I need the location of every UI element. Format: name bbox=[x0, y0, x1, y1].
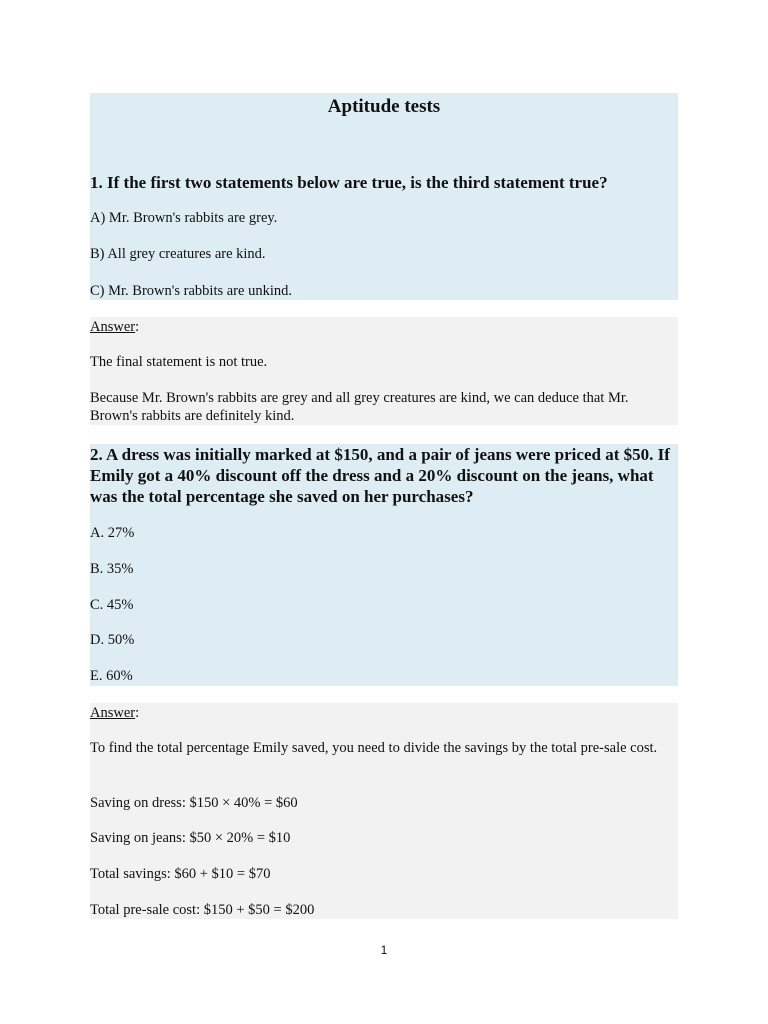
question-1-statement-a: A) Mr. Brown's rabbits are grey. bbox=[90, 210, 278, 226]
question-2-heading: 2. A dress was initially marked at $150, and a pair of jeans were priced at $50. If Emily got a 40% discount off the dress and a 20% discount on the jeans, what was the total percentage she saved on her purchases? bbox=[90, 445, 670, 506]
page-number: 1 bbox=[380, 943, 388, 957]
answer-1-label-line bbox=[90, 318, 139, 336]
question-1-statement-b: B) All grey creatures are kind. bbox=[90, 246, 266, 262]
question-1-statement-c: C) Mr. Brown's rabbits are unkind. bbox=[90, 283, 292, 299]
document-title: Aptitude tests bbox=[327, 96, 441, 117]
answer-1-line-1: The final statement is not true. bbox=[90, 354, 268, 370]
answer-1-colon: : bbox=[135, 319, 140, 335]
question-2-block bbox=[90, 444, 678, 686]
question-1-block bbox=[90, 93, 678, 300]
question-2-option-b: B. 35% bbox=[90, 561, 134, 577]
answer-2-line-4: Total savings: $60 + $10 = $70 bbox=[90, 866, 271, 882]
answer-2-label: Answer bbox=[90, 705, 136, 721]
question-1-heading: 1. If the first two statements below are true, is the third statement true? bbox=[90, 173, 608, 192]
answer-2-label-line bbox=[90, 704, 139, 722]
question-2-option-d: D. 50% bbox=[90, 632, 135, 648]
answer-1-label: Answer bbox=[90, 319, 136, 335]
answer-1-line-2: Because Mr. Brown's rabbits are grey and all grey creatures are kind, we can deduce that Mr. Brown's rabbits are definitely kind. bbox=[90, 390, 629, 424]
question-2-option-a: A. 27% bbox=[90, 525, 135, 541]
answer-2-line-2: Saving on dress: $150 × 40% = $60 bbox=[90, 795, 298, 811]
answer-2-line-5: Total pre-sale cost: $150 + $50 = $200 bbox=[90, 902, 315, 918]
answer-2-line-1: To find the total percentage Emily saved, you need to divide the savings by the total pre-sale cost. bbox=[90, 740, 658, 756]
question-2-option-c: C. 45% bbox=[90, 597, 134, 613]
answer-1-block bbox=[90, 317, 678, 425]
answer-2-line-3: Saving on jeans: $50 × 20% = $10 bbox=[90, 830, 291, 846]
answer-2-block bbox=[90, 703, 678, 919]
question-2-option-e: E. 60% bbox=[90, 668, 133, 684]
answer-2-colon: : bbox=[135, 705, 140, 721]
